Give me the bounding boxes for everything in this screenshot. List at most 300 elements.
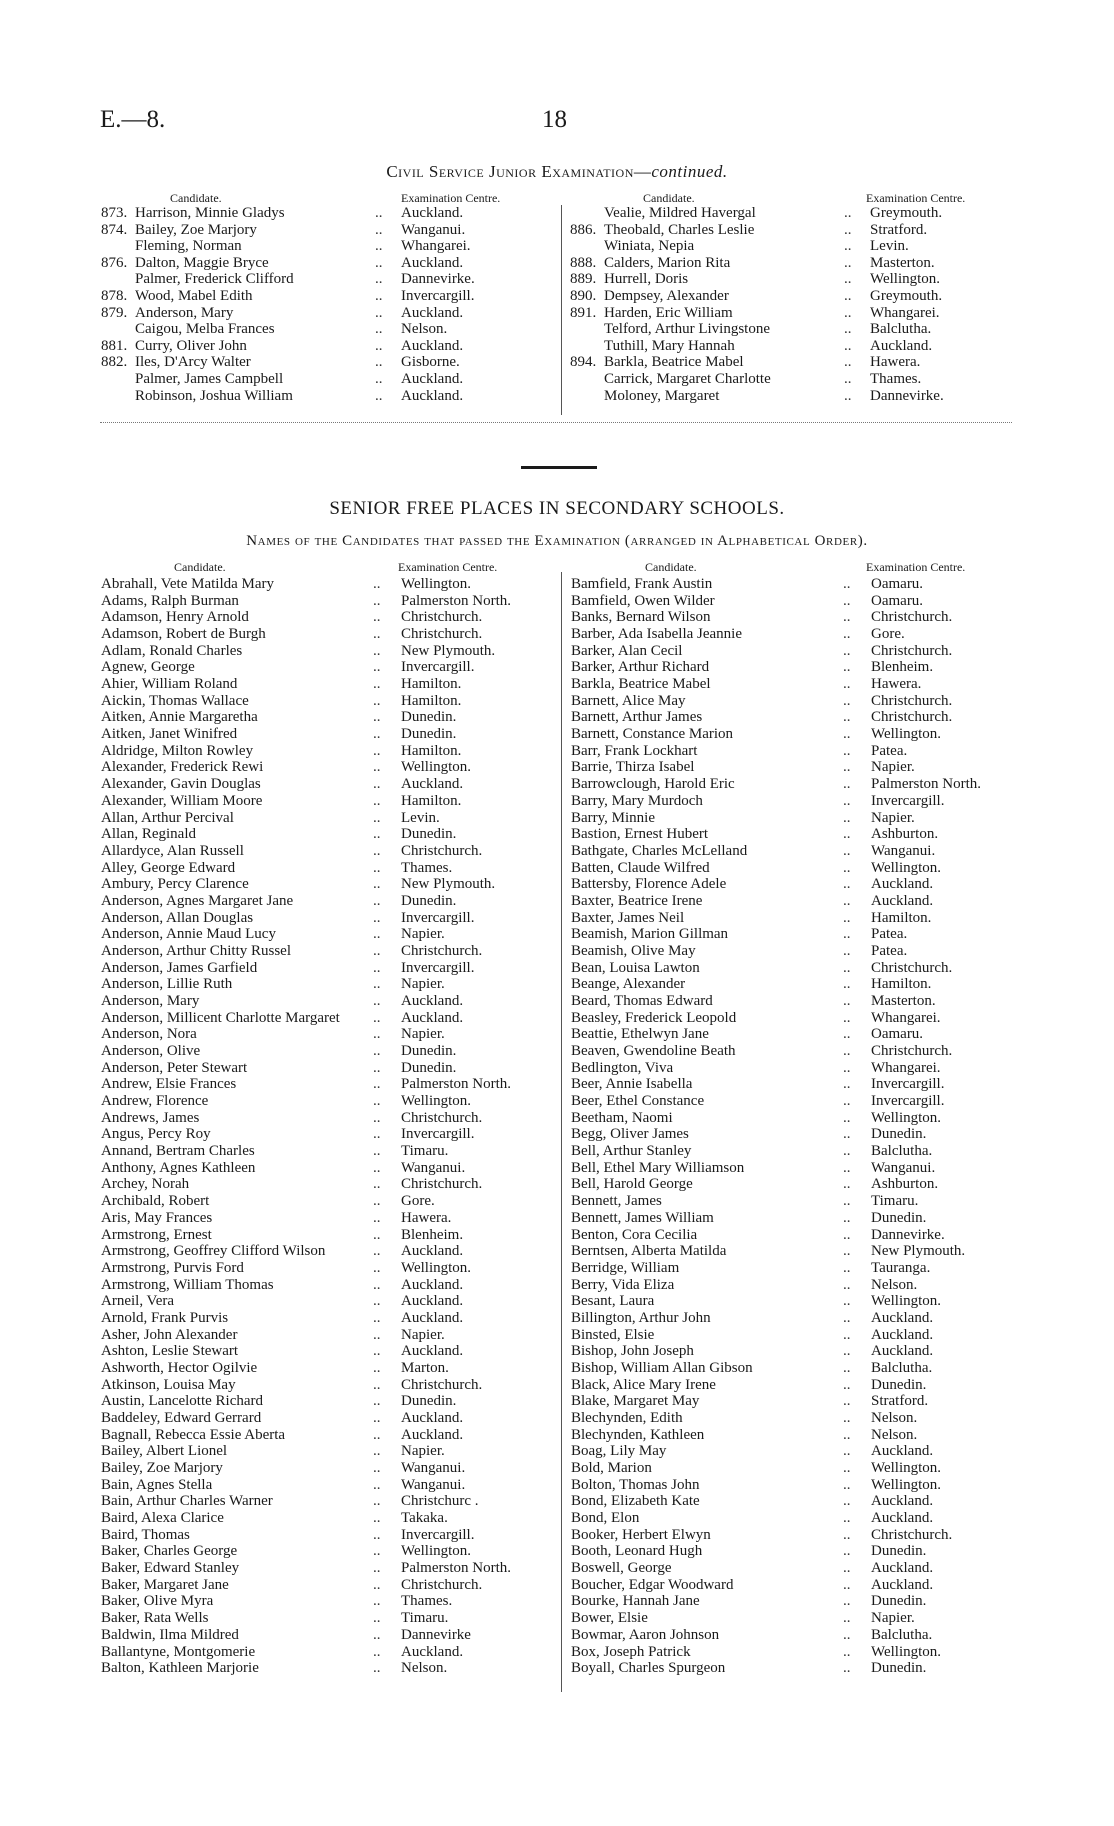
candidate-name: Tuthill, Mary Hannah — [604, 337, 735, 354]
candidate-name: Fleming, Norman — [135, 238, 242, 255]
exam-centre: Timaru. — [401, 1610, 449, 1627]
senior-entry — [571, 1410, 1021, 1427]
candidate-name: Barrie, Thirza Isabel — [571, 759, 695, 776]
candidate-name: Aris, May Frances — [101, 1209, 213, 1226]
leader-dots: .. — [843, 792, 851, 809]
leader-dots: .. — [843, 926, 851, 943]
leader-dots: .. — [373, 959, 381, 976]
candidate-name: Dempsey, Alexander — [604, 288, 729, 304]
candidate-name: Beer, Annie Isabella — [571, 1076, 693, 1093]
exam-centre: Patea. — [871, 926, 908, 943]
exam-centre: Greymouth. — [870, 205, 943, 221]
candidate-name: Anderson, Mary — [101, 993, 200, 1009]
leader-dots: .. — [373, 993, 381, 1009]
candidate-name: Blake, Margaret May — [571, 1393, 700, 1410]
candidate-name: Billington, Arthur John — [571, 1309, 711, 1326]
senior-entry — [571, 960, 1021, 977]
senior-entry — [571, 1076, 1021, 1093]
senior-entry — [571, 876, 1021, 893]
civil-entry — [570, 222, 1000, 239]
leader-dots: .. — [843, 592, 851, 609]
leader-dots: .. — [843, 976, 851, 993]
exam-centre: Balclutha. — [871, 1143, 933, 1160]
senior-entry — [101, 1460, 551, 1477]
leader-dots: .. — [844, 288, 852, 304]
candidate-name: Black, Alice Mary Irene — [571, 1376, 716, 1393]
leader-dots: .. — [843, 1410, 851, 1426]
candidate-name: Angus, Percy Roy — [101, 1126, 211, 1143]
civil-entry — [101, 238, 531, 255]
senior-col-candidate-right: Candidate. — [645, 560, 697, 574]
candidate-name: Alexander, William Moore — [101, 792, 263, 809]
candidate-name: Baker, Charles George — [101, 1543, 238, 1560]
leader-dots: .. — [375, 304, 383, 321]
candidate-name: Anthony, Agnes Kathleen — [101, 1159, 256, 1176]
civil-entry — [101, 338, 531, 355]
candidate-name: Bailey, Zoe Marjory — [101, 1460, 223, 1477]
candidate-name: Bean, Louisa Lawton — [571, 959, 700, 976]
candidate-name: Binsted, Elsie — [571, 1326, 655, 1343]
exam-centre: Levin. — [401, 809, 440, 826]
leader-dots: .. — [843, 1576, 851, 1593]
senior-subtitle: Names of the Candidates that passed the Examination (arranged in Alphabetical Order). — [246, 533, 868, 549]
leader-dots: .. — [843, 1226, 851, 1243]
leader-dots: .. — [373, 1443, 381, 1460]
senior-entry — [101, 1260, 551, 1277]
senior-entry — [101, 1093, 551, 1110]
senior-col-centre-right: Examination Centre. — [866, 560, 966, 574]
candidate-name: Palmer, James Campbell — [135, 371, 284, 387]
senior-entry — [571, 1443, 1021, 1460]
leader-dots: .. — [373, 1259, 381, 1276]
exam-centre: Timaru. — [871, 1193, 919, 1210]
leader-dots: .. — [373, 909, 381, 926]
senior-entry — [101, 1393, 551, 1410]
senior-entry — [571, 726, 1021, 743]
leader-dots: .. — [373, 626, 381, 643]
candidate-name: Aickin, Thomas Wallace — [101, 692, 249, 709]
senior-entry — [571, 1210, 1021, 1227]
candidate-name: Calders, Marion Rita — [604, 254, 731, 271]
leader-dots: .. — [843, 993, 851, 1009]
civil-entry — [570, 354, 1000, 371]
leader-dots: .. — [843, 1276, 851, 1293]
entry-number: 891. — [570, 304, 597, 321]
leader-dots: .. — [373, 1043, 381, 1060]
candidate-name: Boyall, Charles Spurgeon — [571, 1660, 726, 1677]
civil-entry — [570, 271, 1000, 288]
exam-centre: Stratford. — [871, 1393, 929, 1410]
candidate-name: Bishop, John Joseph — [571, 1343, 694, 1360]
exam-centre: Dannevirke. — [871, 1226, 945, 1243]
exam-centre: Auckland. — [401, 1309, 464, 1326]
civil-entry — [570, 321, 1000, 338]
exam-centre: Dunedin. — [401, 1059, 457, 1076]
leader-dots: .. — [843, 1493, 851, 1510]
leader-dots: .. — [375, 238, 383, 255]
candidate-name: Barber, Ada Isabella Jeannie — [571, 626, 742, 643]
candidate-name: Adamson, Henry Arnold — [101, 609, 249, 626]
exam-centre: Christchurch. — [871, 959, 953, 976]
candidate-name: Bourke, Hannah Jane — [571, 1593, 700, 1610]
candidate-name: Booker, Herbert Elwyn — [571, 1526, 711, 1543]
exam-centre: Wellington. — [401, 576, 472, 592]
senior-entry — [571, 659, 1021, 676]
civil-entry — [570, 305, 1000, 322]
leader-dots: .. — [843, 959, 851, 976]
candidate-name: Baker, Margaret Jane — [101, 1576, 229, 1593]
senior-entry — [101, 1076, 551, 1093]
candidate-name: Booth, Leonard Hugh — [571, 1543, 703, 1560]
leader-dots: .. — [373, 1276, 381, 1293]
exam-centre: Wanganui. — [401, 1460, 466, 1477]
candidate-name: Blechynden, Kathleen — [571, 1426, 705, 1443]
exam-centre: Palmerston North. — [401, 592, 511, 609]
exam-centre: Dunedin. — [871, 1209, 927, 1226]
leader-dots: .. — [373, 976, 381, 993]
candidate-name: Barrowclough, Harold Eric — [571, 776, 735, 793]
senior-entry — [101, 1110, 551, 1127]
candidate-name: Barry, Mary Murdoch — [571, 792, 703, 809]
candidate-name: Harden, Eric William — [604, 304, 733, 321]
leader-dots: .. — [843, 1009, 851, 1026]
senior-entry — [571, 1193, 1021, 1210]
senior-entry — [571, 1427, 1021, 1444]
senior-entry — [571, 843, 1021, 860]
exam-centre: Blenheim. — [401, 1226, 464, 1243]
senior-entry — [571, 1327, 1021, 1344]
leader-dots: .. — [375, 271, 383, 288]
exam-centre: Christchurch. — [871, 609, 953, 626]
leader-dots: .. — [373, 1143, 381, 1160]
candidate-name: Allan, Reginald — [101, 826, 196, 843]
entry-number: 876. — [101, 254, 128, 271]
leader-dots: .. — [373, 1159, 381, 1176]
exam-centre: Oamaru. — [871, 592, 924, 609]
candidate-name: Berridge, William — [571, 1259, 680, 1276]
candidate-name: Allan, Arthur Percival — [101, 809, 234, 826]
senior-entry — [571, 1593, 1021, 1610]
candidate-name: Bond, Elizabeth Kate — [571, 1493, 700, 1510]
civil-entry — [570, 288, 1000, 305]
candidate-name: Aitken, Annie Margaretha — [101, 709, 258, 726]
exam-centre: Hamilton. — [401, 676, 462, 693]
exam-centre: Stratford. — [870, 221, 928, 238]
candidate-name: Armstrong, William Thomas — [101, 1276, 274, 1293]
entry-number: 874. — [101, 221, 128, 238]
candidate-name: Box, Joseph Patrick — [571, 1643, 691, 1660]
exam-centre: Christchurch. — [401, 1109, 483, 1126]
exam-centre: Christchurch. — [401, 1576, 483, 1593]
exam-centre: Auckland. — [401, 1243, 464, 1260]
leader-dots: .. — [373, 676, 381, 693]
candidate-name: Hurrell, Doris — [604, 271, 689, 288]
exam-centre: Auckland. — [401, 1410, 464, 1426]
leader-dots: .. — [844, 238, 852, 255]
civil-entry — [101, 321, 531, 338]
leader-dots: .. — [373, 1543, 381, 1560]
senior-entry — [101, 1026, 551, 1043]
candidate-name: Wood, Mabel Edith — [135, 288, 253, 304]
exam-centre: Dannevirke — [401, 1626, 471, 1643]
exam-centre: Hamilton. — [871, 976, 932, 993]
leader-dots: .. — [373, 876, 381, 893]
leader-dots: .. — [843, 1560, 851, 1577]
exam-centre: Christchurch. — [871, 692, 953, 709]
candidate-name: Armstrong, Ernest — [101, 1226, 212, 1243]
exam-centre: Invercargill. — [871, 1093, 945, 1110]
exam-centre: Wellington. — [871, 726, 942, 743]
senior-entry — [101, 576, 551, 593]
civil-title-continued: continued. — [651, 162, 728, 181]
senior-entry — [571, 1010, 1021, 1027]
leader-dots: .. — [373, 742, 381, 759]
exam-centre: Patea. — [871, 942, 908, 959]
exam-centre: Auckland. — [870, 337, 933, 354]
candidate-name: Bastion, Ernest Hubert — [571, 826, 709, 843]
candidate-name: Barkla, Beatrice Mabel — [571, 676, 711, 693]
exam-centre: Dunedin. — [871, 1126, 927, 1143]
senior-entry — [101, 1243, 551, 1260]
exam-centre: Christchurch. — [401, 1176, 483, 1193]
leader-dots: .. — [844, 304, 852, 321]
leader-dots: .. — [373, 609, 381, 626]
leader-dots: .. — [373, 1226, 381, 1243]
exam-centre: Invercargill. — [401, 1526, 475, 1543]
exam-centre: Christchurch. — [401, 842, 483, 859]
exam-centre: Napier. — [401, 926, 445, 943]
leader-dots: .. — [843, 742, 851, 759]
senior-entry — [101, 1327, 551, 1344]
senior-col-centre-left: Examination Centre. — [398, 560, 498, 574]
senior-entry — [571, 1660, 1021, 1677]
leader-dots: .. — [373, 826, 381, 843]
candidate-name: Barker, Alan Cecil — [571, 642, 683, 659]
senior-entry — [101, 1143, 551, 1160]
senior-entry — [571, 1460, 1021, 1477]
leader-dots: .. — [373, 1026, 381, 1043]
exam-centre: Invercargill. — [401, 1126, 475, 1143]
leader-dots: .. — [844, 337, 852, 354]
candidate-name: Armstrong, Purvis Ford — [101, 1259, 244, 1276]
candidate-name: Winiata, Nepia — [604, 238, 695, 255]
exam-centre: Nelson. — [401, 321, 448, 338]
leader-dots: .. — [843, 1193, 851, 1210]
senior-entry — [101, 876, 551, 893]
exam-centre: Auckland. — [401, 1426, 464, 1443]
candidate-name: Beasley, Frederick Leopold — [571, 1009, 737, 1026]
exam-centre: Dunedin. — [401, 1043, 457, 1060]
leader-dots: .. — [843, 1093, 851, 1110]
candidate-name: Batten, Claude Wilfred — [571, 859, 710, 876]
senior-entry — [101, 1627, 551, 1644]
exam-centre: Hamilton. — [401, 692, 462, 709]
candidate-name: Banks, Bernard Wilson — [571, 609, 711, 626]
candidate-name: Adamson, Robert de Burgh — [101, 626, 266, 643]
senior-entry — [571, 1543, 1021, 1560]
candidate-name: Alexander, Gavin Douglas — [101, 776, 261, 793]
leader-dots: .. — [843, 826, 851, 843]
leader-dots: .. — [373, 1510, 381, 1527]
leader-dots: .. — [844, 321, 852, 338]
leader-dots: .. — [843, 876, 851, 893]
candidate-name: Caigou, Melba Frances — [135, 321, 275, 338]
senior-entry — [571, 1110, 1021, 1127]
exam-centre: Christchurch. — [401, 626, 483, 643]
leader-dots: .. — [843, 809, 851, 826]
candidate-name: Allardyce, Alan Russell — [101, 842, 244, 859]
leader-dots: .. — [373, 1610, 381, 1627]
entry-number: 888. — [570, 254, 597, 271]
leader-dots: .. — [843, 859, 851, 876]
exam-centre: New Plymouth. — [401, 642, 496, 659]
leader-dots: .. — [373, 809, 381, 826]
candidate-name: Bower, Elsie — [571, 1610, 648, 1627]
exam-centre: Wellington. — [401, 1259, 472, 1276]
leader-dots: .. — [373, 1009, 381, 1026]
leader-dots: .. — [843, 1059, 851, 1076]
exam-centre: Hamilton. — [401, 792, 462, 809]
exam-centre: Auckland. — [871, 1309, 934, 1326]
candidate-name: Iles, D'Arcy Walter — [135, 354, 251, 371]
exam-centre: Invercargill. — [871, 792, 945, 809]
leader-dots: .. — [843, 1126, 851, 1143]
leader-dots: .. — [844, 387, 852, 404]
candidate-name: Andrew, Florence — [101, 1093, 209, 1110]
candidate-name: Bamfield, Frank Austin — [571, 576, 713, 592]
leader-dots: .. — [373, 1393, 381, 1410]
exam-centre: Invercargill. — [401, 959, 475, 976]
exam-centre: Christchurch. — [401, 942, 483, 959]
senior-entry — [571, 676, 1021, 693]
candidate-name: Archibald, Robert — [101, 1193, 210, 1210]
candidate-name: Begg, Oliver James — [571, 1126, 689, 1143]
candidate-name: Baxter, Beatrice Irene — [571, 892, 703, 909]
leader-dots: .. — [373, 1660, 381, 1677]
exam-centre: Invercargill. — [401, 659, 475, 676]
candidate-name: Aldridge, Milton Rowley — [101, 742, 254, 759]
senior-entry — [101, 826, 551, 843]
leader-dots: .. — [373, 709, 381, 726]
senior-entry — [571, 860, 1021, 877]
senior-entry — [571, 643, 1021, 660]
leader-dots: .. — [373, 1343, 381, 1360]
leader-dots: .. — [843, 692, 851, 709]
senior-entry — [101, 993, 551, 1010]
candidate-name: Bagnall, Rebecca Essie Aberta — [101, 1426, 286, 1443]
candidate-name: Barnett, Alice May — [571, 692, 686, 709]
senior-entry — [101, 1660, 551, 1677]
senior-entry — [101, 593, 551, 610]
senior-entry — [101, 776, 551, 793]
leader-dots: .. — [373, 1126, 381, 1143]
leader-dots: .. — [843, 842, 851, 859]
leader-dots: .. — [373, 892, 381, 909]
exam-centre: Dunedin. — [401, 1393, 457, 1410]
exam-centre: Auckland. — [401, 776, 464, 793]
section-divider — [100, 422, 1012, 423]
civil-col-candidate-right: Candidate. — [643, 191, 695, 205]
candidate-name: Anderson, Peter Stewart — [101, 1059, 248, 1076]
exam-centre: Whangarei. — [870, 304, 940, 321]
entry-number: 878. — [101, 288, 128, 304]
candidate-name: Baker, Olive Myra — [101, 1593, 214, 1610]
entry-number: 882. — [101, 354, 128, 371]
leader-dots: .. — [843, 1393, 851, 1410]
exam-centre: Napier. — [401, 976, 445, 993]
entry-number: 894. — [570, 354, 597, 371]
candidate-name: Beamish, Olive May — [571, 942, 696, 959]
senior-entry — [101, 1160, 551, 1177]
civil-entry — [101, 288, 531, 305]
exam-centre: Balclutha. — [871, 1359, 933, 1376]
exam-centre: Whangarei. — [401, 238, 471, 255]
senior-entry — [571, 1126, 1021, 1143]
candidate-name: Beattie, Ethelwyn Jane — [571, 1026, 709, 1043]
candidate-name: Barnett, Constance Marion — [571, 726, 734, 743]
candidate-name: Andrew, Elsie Frances — [101, 1076, 237, 1093]
candidate-name: Bolton, Thomas John — [571, 1476, 700, 1493]
exam-centre: Auckland. — [871, 876, 934, 893]
leader-dots: .. — [843, 1376, 851, 1393]
senior-entry — [571, 693, 1021, 710]
exam-centre: Hamilton. — [401, 742, 462, 759]
senior-entry — [101, 1293, 551, 1310]
exam-centre: Auckland. — [871, 1343, 934, 1360]
civil-entry — [570, 255, 1000, 272]
civil-entry — [101, 354, 531, 371]
senior-entry — [101, 659, 551, 676]
exam-centre: Wellington. — [871, 1460, 942, 1477]
candidate-name: Beaven, Gwendoline Beath — [571, 1043, 736, 1060]
leader-dots: .. — [844, 271, 852, 288]
leader-dots: .. — [375, 221, 383, 238]
exam-centre: Napier. — [401, 1443, 445, 1460]
civil-entry — [570, 338, 1000, 355]
exam-centre: Wellington. — [870, 271, 941, 288]
leader-dots: .. — [843, 1293, 851, 1310]
senior-entry — [571, 1093, 1021, 1110]
senior-entry — [571, 910, 1021, 927]
exam-centre: Dunedin. — [401, 709, 457, 726]
candidate-name: Adams, Ralph Burman — [101, 592, 239, 609]
candidate-name: Baird, Alexa Clarice — [101, 1510, 224, 1527]
senior-entry — [571, 893, 1021, 910]
senior-entry — [101, 1527, 551, 1544]
senior-entry — [101, 1193, 551, 1210]
candidate-name: Anderson, James Garfield — [101, 959, 258, 976]
exam-centre: Ashburton. — [871, 1176, 939, 1193]
leader-dots: .. — [373, 1526, 381, 1543]
exam-centre: Auckland. — [401, 337, 464, 354]
candidate-name: Vealie, Mildred Havergal — [604, 205, 756, 221]
leader-dots: .. — [843, 1243, 851, 1260]
candidate-name: Bailey, Zoe Marjory — [135, 221, 257, 238]
candidate-name: Bell, Ethel Mary Williamson — [571, 1159, 745, 1176]
senior-entry — [571, 1160, 1021, 1177]
exam-centre: Wellington. — [401, 1093, 472, 1110]
leader-dots: .. — [373, 692, 381, 709]
candidate-name: Baird, Thomas — [101, 1526, 190, 1543]
exam-centre: Wellington. — [871, 1643, 942, 1660]
candidate-name: Austin, Lancelotte Richard — [101, 1393, 264, 1410]
exam-centre: Timaru. — [401, 1143, 449, 1160]
leader-dots: .. — [373, 642, 381, 659]
candidate-name: Beard, Thomas Edward — [571, 993, 713, 1009]
leader-dots: .. — [843, 942, 851, 959]
leader-dots: .. — [373, 1426, 381, 1443]
exam-centre: Whangarei. — [871, 1059, 941, 1076]
